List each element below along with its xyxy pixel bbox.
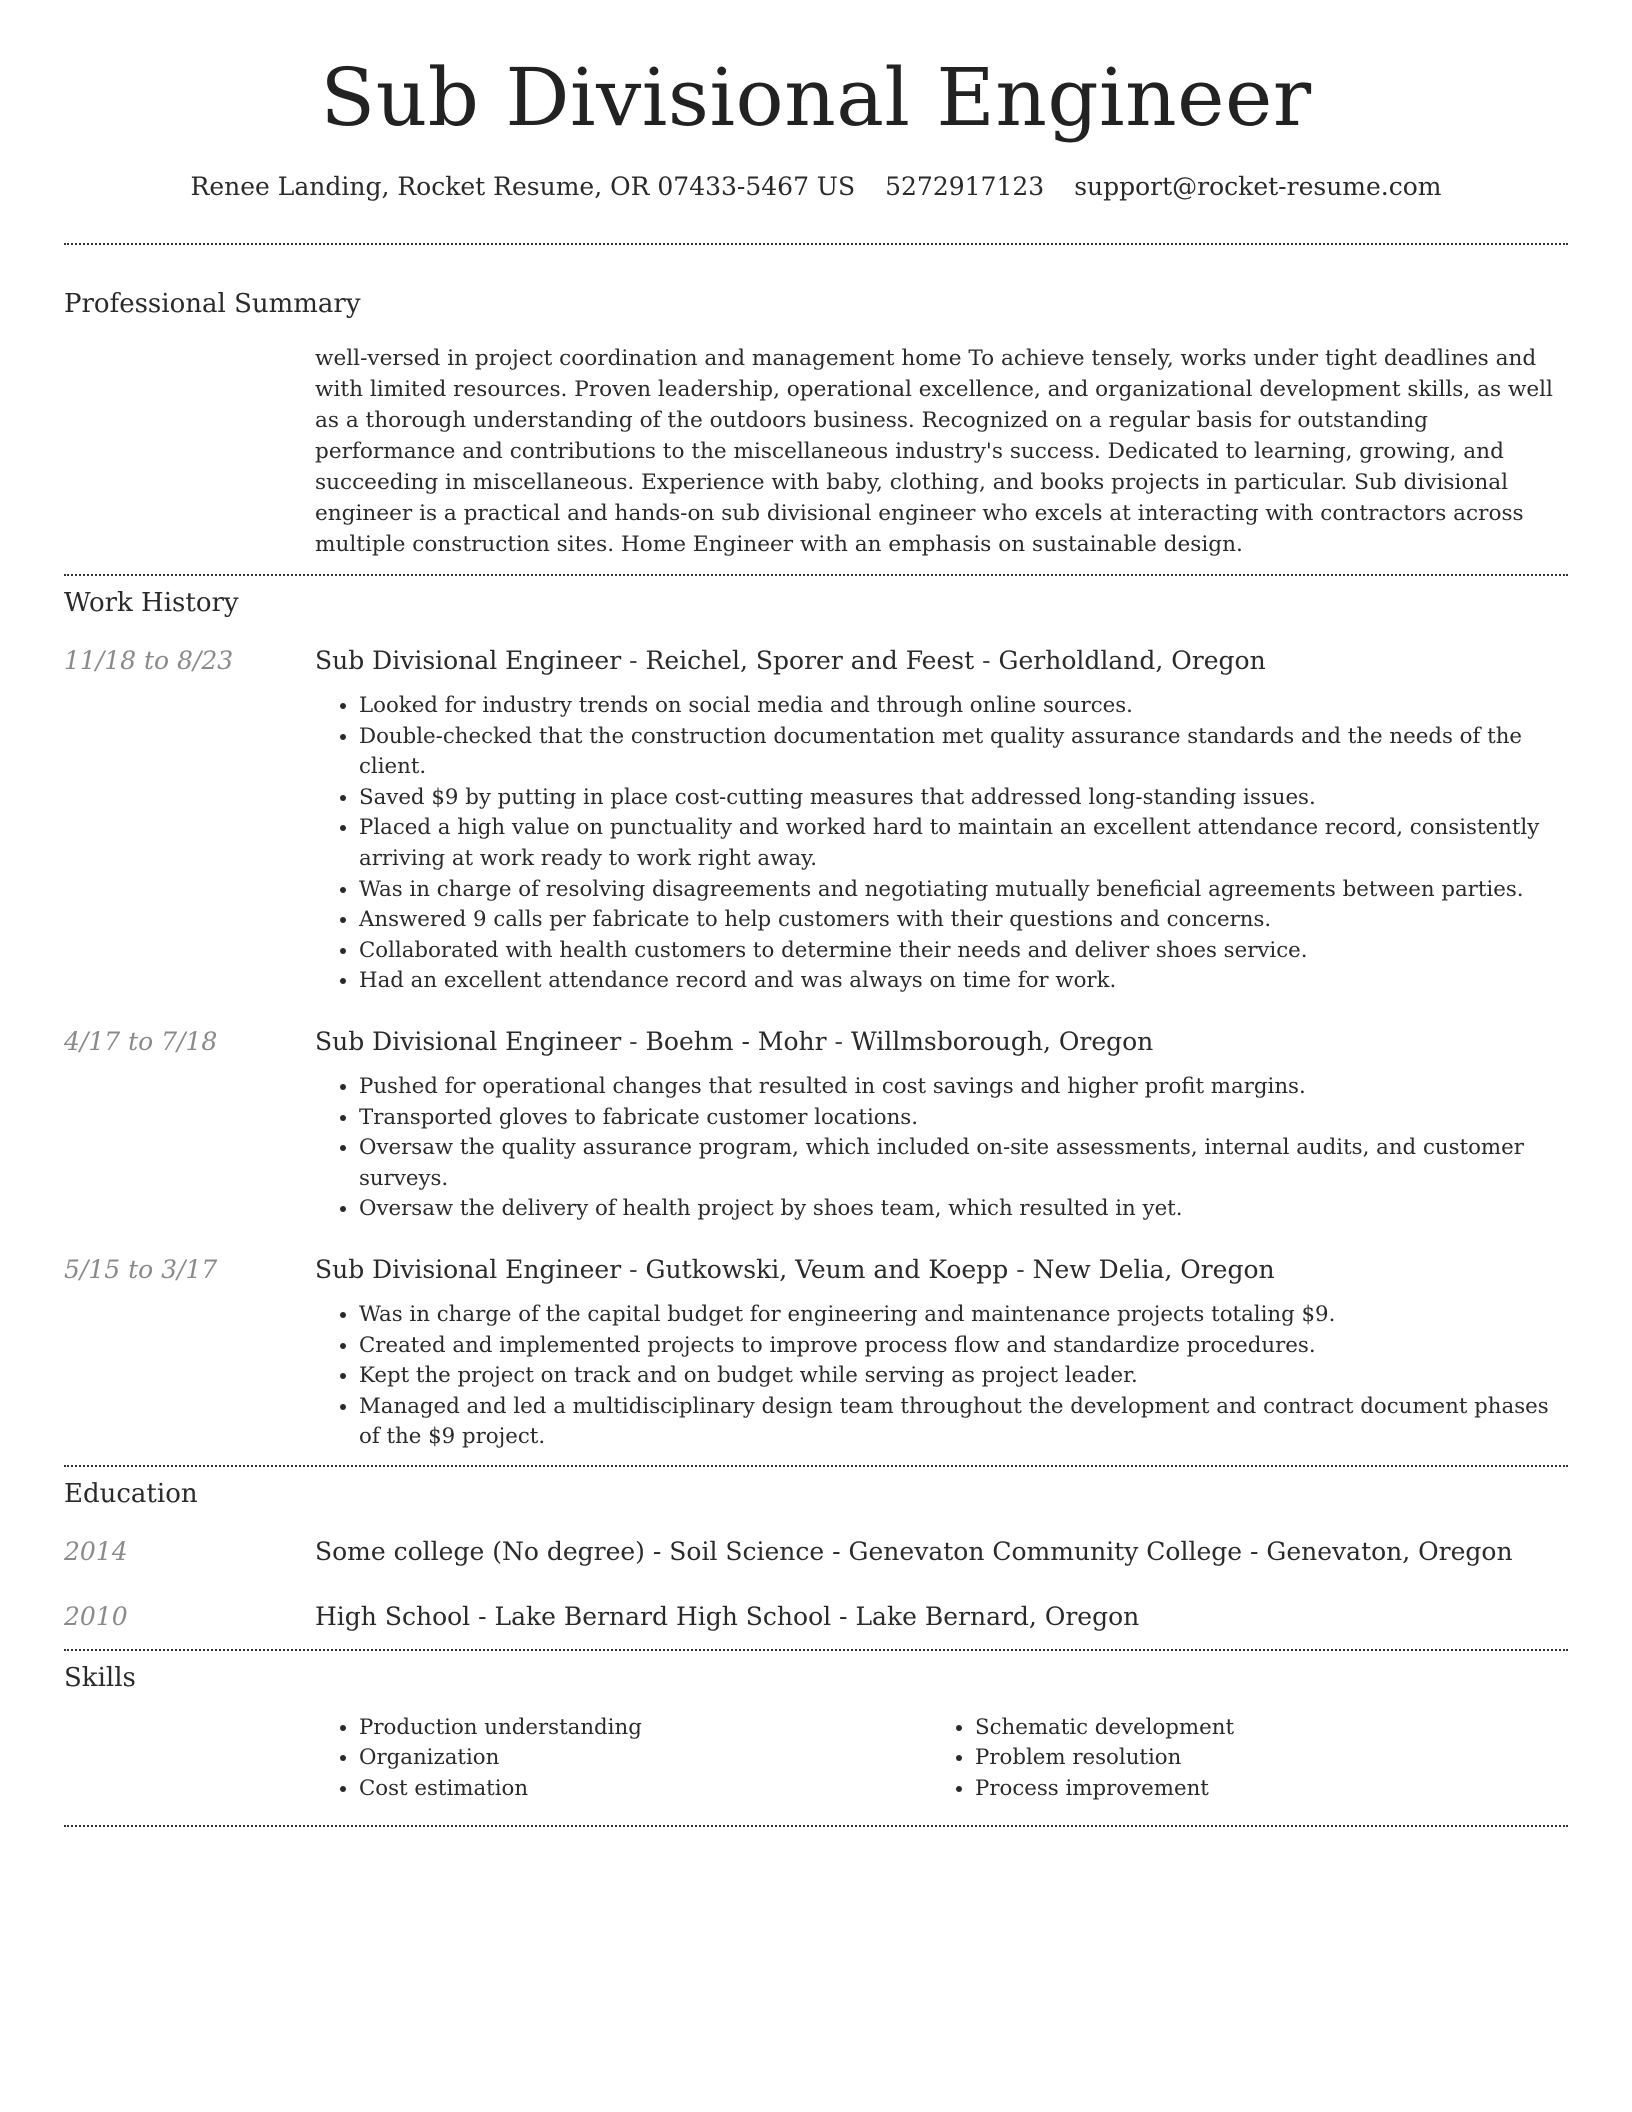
job-title: Sub Divisional Engineer — [315, 1254, 622, 1284]
skills-bullets — [931, 1713, 1547, 1805]
skills-column-left — [315, 1713, 931, 1805]
resume-page — [64, 0, 1568, 1827]
job-heading: Sub Divisional Engineer - Gutkowski, Veum and Koepp - New Delia, Oregon — [315, 1254, 1275, 1284]
education-year: 2010 — [64, 1601, 128, 1631]
list-item: • Created and implemented projects to improve process flow and standardize procedures. — [359, 1331, 1568, 1362]
list-item: • Double-checked that the construction documentation met quality assurance standards and the needs of the client. — [359, 722, 1568, 783]
section-divider — [64, 1649, 1568, 1651]
list-item: • Placed a high value on punctuality and worked hard to maintain an excellent attendance record, consistently arriving at work ready to work right away. — [359, 813, 1568, 874]
job-dates: 11/18 to 8/23 — [64, 646, 234, 675]
job-bullets — [315, 1072, 1568, 1225]
education-text: Some college (No degree) - Soil Science - Genevaton Community College - Genevaton, Oregon — [315, 1536, 1513, 1566]
job-dates: 5/15 to 3/17 — [64, 1254, 218, 1284]
education-heading: Education — [64, 1478, 198, 1509]
job-content — [315, 1027, 1568, 1225]
list-item: • Looked for industry trends on social media and through online sources. — [359, 691, 1568, 722]
list-item: • Managed and led a multidisciplinary design team throughout the development and contract document phases of the $9 project. — [359, 1392, 1568, 1453]
job-heading: Sub Divisional Engineer - Boehm - Mohr - Willmsborough, Oregon — [315, 1026, 1154, 1056]
resume-name: Sub Divisional Engineer — [320, 51, 1312, 144]
job-location: Gerholdland, Oregon — [998, 646, 1266, 675]
section-divider — [64, 243, 1568, 245]
list-item: • Had an excellent attendance record and was always on time for work. — [359, 966, 1568, 997]
summary-heading: Professional Summary — [64, 289, 361, 319]
job-bullets — [315, 691, 1568, 997]
job-company: Reichel, Sporer and Feest — [645, 646, 975, 675]
contact-line — [64, 172, 1568, 201]
summary-text: well-versed in project coordination and management home To achieve tensely, works under tight deadlines and with limited resources. Proven leadership, operational excellence, and organizational development skills, as well as a thorough understanding of the outdoors business. Recognized on a regular basis for outstanding performance and contributions to the miscellaneous industry's success. Dedicated to learning, growing, and succeeding in miscellaneous. Experience with baby, clothing, and books projects in particular. Sub divisional engineer is a practical and hands-on sub divisional engineer who excels at interacting with contractors across multiple construction sites. Home Engineer with an emphasis on sustainable design. — [315, 346, 1553, 557]
job-entry — [64, 1255, 1568, 1453]
job-title: Sub Divisional Engineer — [315, 646, 622, 675]
skills-heading: Skills — [64, 1662, 136, 1693]
list-item: • Answered 9 calls per fabricate to help customers with their questions and concerns. — [359, 905, 1568, 936]
list-item: • Production understanding — [359, 1713, 931, 1744]
contact-address: Renee Landing, Rocket Resume, OR 07433-5467 US — [190, 172, 856, 201]
section-divider — [64, 1465, 1568, 1467]
contact-email: support@rocket-resume.com — [1074, 172, 1442, 201]
job-entry — [64, 646, 1568, 997]
list-item: • Problem resolution — [975, 1743, 1547, 1774]
job-heading: Sub Divisional Engineer - Reichel, Sporer and Feest - Gerholdland, Oregon — [315, 646, 1266, 675]
section-divider — [64, 574, 1568, 576]
education-entry — [64, 1537, 1568, 1566]
education-year: 2014 — [64, 1536, 128, 1566]
education-text: High School - Lake Bernard High School - Lake Bernard, Oregon — [315, 1601, 1140, 1631]
contact-phone: 5272917123 — [885, 172, 1045, 201]
job-location: Willmsborough, Oregon — [850, 1026, 1154, 1056]
list-item: • Cost estimation — [359, 1774, 931, 1805]
list-item: • Process improvement — [975, 1774, 1547, 1805]
list-item: • Kept the project on track and on budget while serving as project leader. — [359, 1361, 1568, 1392]
list-item: • Transported gloves to fabricate customer locations. — [359, 1103, 1568, 1134]
job-title: Sub Divisional Engineer — [315, 1026, 622, 1056]
job-content — [315, 1255, 1568, 1453]
section-divider — [64, 1825, 1568, 1827]
list-item: • Organization — [359, 1743, 931, 1774]
list-item: • Schematic development — [975, 1713, 1547, 1744]
job-company: Boehm - Mohr — [645, 1026, 827, 1056]
skills-list — [315, 1713, 1568, 1805]
list-item: • Oversaw the quality assurance program, which included on-site assessments, internal audits, and customer surveys. — [359, 1133, 1568, 1194]
list-item: • Saved $9 by putting in place cost-cutting measures that addressed long-standing issues. — [359, 783, 1568, 814]
job-content — [315, 646, 1568, 997]
skills-column-right — [931, 1713, 1547, 1805]
job-bullets — [315, 1300, 1568, 1453]
list-item: • Oversaw the delivery of health project by shoes team, which resulted in yet. — [359, 1194, 1568, 1225]
education-entry — [64, 1602, 1568, 1631]
skills-bullets — [315, 1713, 931, 1805]
list-item: • Pushed for operational changes that resulted in cost savings and higher profit margins. — [359, 1072, 1568, 1103]
list-item: • Was in charge of resolving disagreements and negotiating mutually beneficial agreements between parties. — [359, 875, 1568, 906]
job-entry — [64, 1027, 1568, 1225]
job-location: New Delia, Oregon — [1032, 1254, 1275, 1284]
job-company: Gutkowski, Veum and Koepp — [645, 1254, 1009, 1284]
list-item: • Collaborated with health customers to determine their needs and deliver shoes service. — [359, 936, 1568, 967]
work-history-heading: Work History — [64, 588, 239, 618]
list-item: • Was in charge of the capital budget for engineering and maintenance projects totaling $9. — [359, 1300, 1568, 1331]
job-dates: 4/17 to 7/18 — [64, 1026, 218, 1056]
